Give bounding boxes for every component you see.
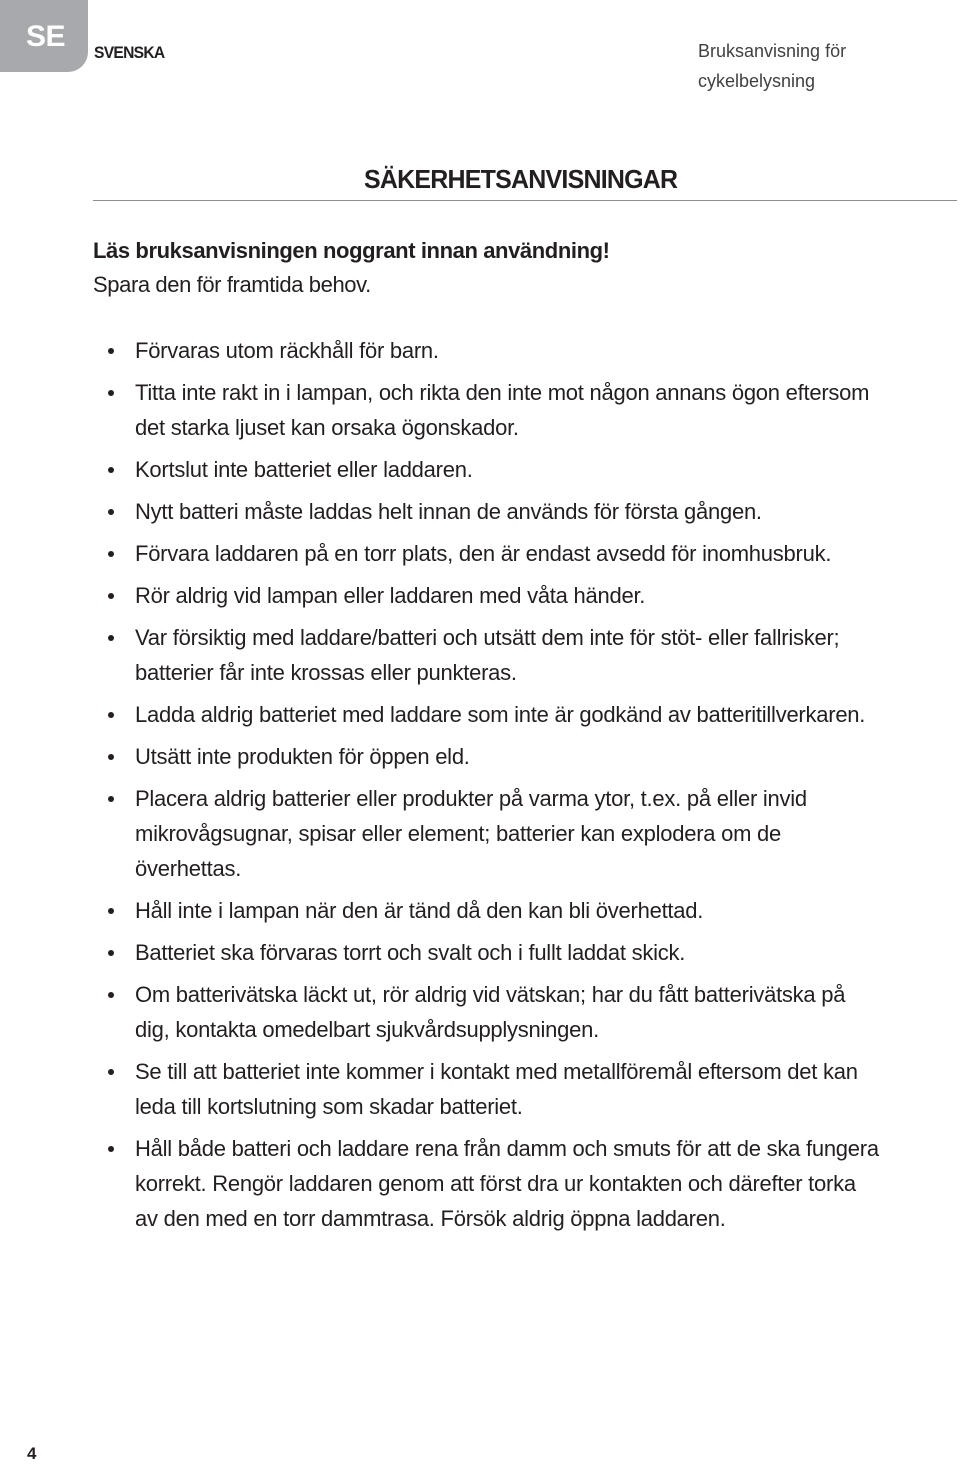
bullet-line: överhettas. xyxy=(135,856,242,881)
document-title xyxy=(698,36,938,96)
section-divider xyxy=(93,200,957,201)
document-title-line: cykelbelysning xyxy=(698,71,816,91)
bullet-item xyxy=(93,452,958,487)
bullet-item xyxy=(93,1054,958,1124)
bullet-item xyxy=(93,739,958,774)
bullet-line: Batteriet ska förvaras torrt och svalt och i fullt laddat skick. xyxy=(135,940,686,965)
bullet-line: Titta inte rakt in i lampan, och rikta den inte mot någon annans ögon eftersom xyxy=(135,380,870,405)
bullet-line: Kortslut inte batteriet eller laddaren. xyxy=(135,457,473,482)
bullet-item xyxy=(93,977,958,1047)
bullet-line: Nytt batteri måste laddas helt innan de används för första gången. xyxy=(135,499,762,524)
bullet-line: leda till kortslutning som skadar batteriet. xyxy=(135,1094,523,1119)
bullet-line: Utsätt inte produkten för öppen eld. xyxy=(135,744,470,769)
bullet-item xyxy=(93,333,958,368)
bullet-line: Se till att batteriet inte kommer i kontakt med metallföremål eftersom det kan xyxy=(135,1059,858,1084)
bullet-line: Håll inte i lampan när den är tänd då den kan bli överhettad. xyxy=(135,898,704,923)
bullet-item xyxy=(93,1131,958,1236)
bullet-line: Ladda aldrig batteriet med laddare som inte är godkänd av batteritillverkaren. xyxy=(135,702,866,727)
language-tab xyxy=(0,0,88,72)
bullet-line: dig, kontakta omedelbart sjukvårdsupplysningen. xyxy=(135,1017,599,1042)
bullet-line: batterier får inte krossas eller punkteras. xyxy=(135,660,517,685)
bullet-line: Var försiktig med laddare/batteri och utsätt dem inte för stöt- eller fallrisker; xyxy=(135,625,840,650)
bullet-item xyxy=(93,494,958,529)
bullet-line: av den med en torr dammtrasa. Försök aldrig öppna laddaren. xyxy=(135,1206,726,1231)
section-title: SÄKERHETSANVISNINGAR xyxy=(364,164,678,194)
bullet-line: Håll både batteri och laddare rena från damm och smuts för att de ska fungera xyxy=(135,1136,879,1161)
bullet-item xyxy=(93,620,958,690)
bullet-line: Placera aldrig batterier eller produkter på varma ytor, t.ex. på eller invid xyxy=(135,786,807,811)
document-title-line: Bruksanvisning för xyxy=(698,41,847,61)
safety-instructions-list xyxy=(93,333,958,1236)
intro-line: Spara den för framtida behov. xyxy=(93,272,371,297)
bullet-item xyxy=(93,781,958,886)
language-name: SVENSKA xyxy=(94,43,165,62)
page-number: 4 xyxy=(27,1444,37,1463)
language-code: SE xyxy=(26,20,66,53)
bullet-line: Om batterivätska läckt ut, rör aldrig vid vätskan; har du fått batterivätska på xyxy=(135,982,846,1007)
bullet-line: Förvara laddaren på en torr plats, den är endast avsedd för inomhusbruk. xyxy=(135,541,832,566)
bullet-line: Rör aldrig vid lampan eller laddaren med våta händer. xyxy=(135,583,646,608)
bullet-line: det starka ljuset kan orsaka ögonskador. xyxy=(135,415,519,440)
bullet-line: mikrovågsugnar, spisar eller element; batterier kan explodera om de xyxy=(135,821,782,846)
bullet-item xyxy=(93,893,958,928)
bullet-item xyxy=(93,697,958,732)
bullet-item xyxy=(93,375,958,445)
bullet-item xyxy=(93,536,958,571)
intro-bold-line: Läs bruksanvisningen noggrant innan användning! xyxy=(93,238,610,263)
bullet-item xyxy=(93,935,958,970)
intro-text xyxy=(93,234,610,302)
bullet-line: Förvaras utom räckhåll för barn. xyxy=(135,338,439,363)
bullet-item xyxy=(93,578,958,613)
bullet-line: korrekt. Rengör laddaren genom att först dra ur kontakten och därefter torka xyxy=(135,1171,856,1196)
